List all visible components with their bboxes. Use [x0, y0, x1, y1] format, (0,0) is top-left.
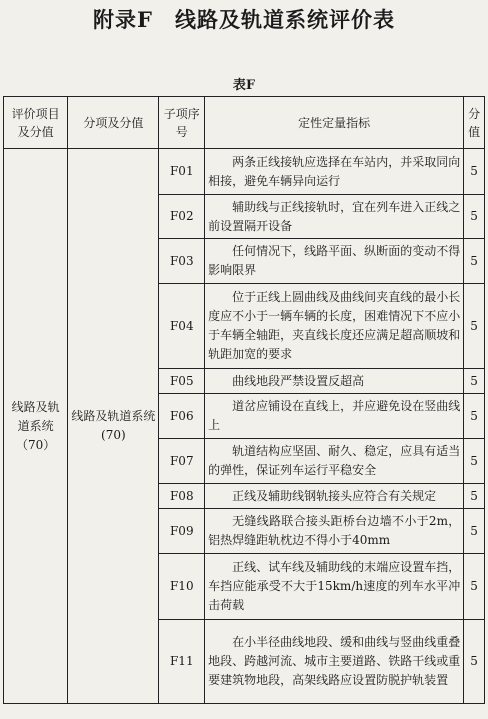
- row-score: 5: [464, 554, 485, 620]
- row-score: 5: [464, 195, 485, 239]
- row-indicator: 在小半径曲线地段、缓和曲线与竖曲线重叠地段、跨越河流、城市主要道路、铁路干线或重要建筑物地段，高架线路应设置防脱护轨装置: [205, 620, 464, 704]
- row-score: 5: [464, 620, 485, 704]
- row-score: 5: [464, 509, 485, 554]
- row-indicator: 正线及辅助线钢轨接头应符合有关规定: [205, 484, 464, 509]
- row-id: F09: [159, 509, 205, 554]
- row-id: F02: [159, 195, 205, 239]
- row-score: 5: [464, 369, 485, 394]
- row-id: F04: [159, 284, 205, 369]
- row-id: F10: [159, 554, 205, 620]
- row-id: F03: [159, 239, 205, 284]
- table-row: [4, 149, 485, 195]
- header-indicator: 定性定量指标: [205, 97, 464, 149]
- row-indicator: 任何情况下，线路平面、纵断面的变动不得影响限界: [205, 239, 464, 284]
- row-indicator: 位于正线上圆曲线及曲线间夹直线的最小长度应不小于一辆车辆的长度，困难情况下不应小于车辆全轴距，夹直线长度还应满足超高顺坡和轨距加宽的要求: [205, 284, 464, 369]
- row-score: 5: [464, 149, 485, 195]
- row-indicator: 正线、试车线及辅助线的末端应设置车挡，车挡应能承受不大于15km/h速度的列车水平冲击荷载: [205, 554, 464, 620]
- row-indicator: 曲线地段严禁设置反超高: [205, 369, 464, 394]
- row-indicator: 无缝线路联合接头距桥台边墙不小于2m，铝热焊缝距轨枕边不得小于40mm: [205, 509, 464, 554]
- row-indicator: 轨道结构应坚固、耐久、稳定，应具有适当的弹性，保证列车运行平稳安全: [205, 439, 464, 484]
- header-item: 评价项目及分值: [4, 97, 68, 149]
- row-id: F08: [159, 484, 205, 509]
- header-sub-item: 分项及分值: [68, 97, 159, 149]
- table-caption: 表F: [232, 78, 256, 93]
- row-score: 5: [464, 439, 485, 484]
- row-id: F06: [159, 394, 205, 439]
- row-score: 5: [464, 394, 485, 439]
- evaluation-table: [3, 96, 485, 704]
- row-score: 5: [464, 239, 485, 284]
- row-indicator: 道岔应铺设在直线上，并应避免设在竖曲线上: [205, 394, 464, 439]
- row-id: F05: [159, 369, 205, 394]
- header-score: 分值: [464, 97, 485, 149]
- row-indicator: 辅助线与正线接轨时，宜在列车进入正线之前设置隔开设备: [205, 195, 464, 239]
- page-title: 附录F 线路及轨道系统评价表: [93, 7, 395, 32]
- row-id: F07: [159, 439, 205, 484]
- row-indicator: 两条正线接轨应选择在车站内，并采取同向相接，避免车辆异向运行: [205, 149, 464, 195]
- item-cell: 线路及轨道系统（70）: [4, 149, 68, 704]
- header-row: [4, 97, 485, 149]
- sub-item-cell: 线路及轨道系统(70): [68, 149, 159, 704]
- row-score: 5: [464, 284, 485, 369]
- row-id: F11: [159, 620, 205, 704]
- header-sub-id: 子项序号: [159, 97, 205, 149]
- row-score: 5: [464, 484, 485, 509]
- row-id: F01: [159, 149, 205, 195]
